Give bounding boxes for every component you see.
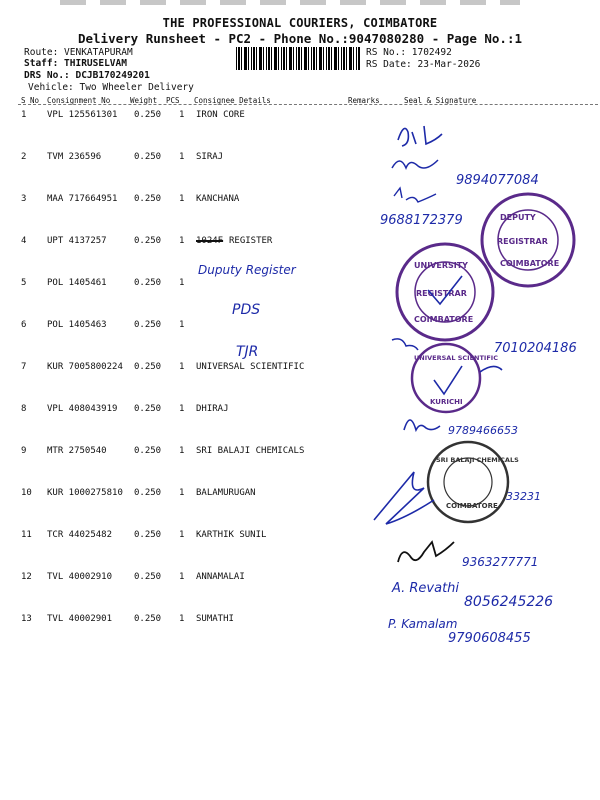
row-sno: 6 (21, 320, 27, 330)
row-pcs: 1 (179, 572, 185, 582)
col-pcs: PCS (166, 96, 180, 105)
signature-row-1 (398, 126, 442, 146)
row-sno: 13 (21, 614, 32, 624)
row-consignee: SRI BALAJI CHEMICALS (196, 446, 305, 456)
signature-row-6 (392, 339, 418, 350)
phone-row-6: 7010204186 (494, 341, 577, 356)
row-sno: 8 (21, 404, 27, 414)
row-sno: 2 (21, 152, 27, 162)
row-pcs: 1 (179, 446, 185, 456)
phone-row-13: 9790608455 (448, 631, 531, 646)
row-consignment: TCR 44025482 (47, 530, 113, 540)
stamp-word: KURICHI (430, 398, 463, 406)
signature-row-8 (404, 420, 440, 430)
row-consignment: VPL 125561301 (47, 110, 118, 120)
row-weight: 0.250 (134, 614, 162, 624)
phone-row-3: 9688172379 (380, 213, 463, 228)
row-weight: 0.250 (134, 152, 162, 162)
row-weight: 0.250 (134, 362, 162, 372)
row-consignee: SIRAJ (196, 152, 224, 162)
row-weight: 0.250 (134, 572, 162, 582)
universal-scientific-stamp (412, 344, 502, 412)
phone-row-11: 9363277771 (462, 555, 539, 569)
row-consignee: REGISTER (229, 236, 273, 246)
row-weight: 0.250 (134, 320, 162, 330)
signature-row-11 (398, 542, 454, 562)
row-consignment: KUR 1000275810 (47, 488, 123, 498)
row-consignment: VPL 408043919 (47, 404, 118, 414)
col-seal: Seal & Signature (404, 96, 477, 105)
drs-label: DRS No.: DCJB170249201 (24, 70, 150, 81)
row-consignee: UNIVERSAL SCIENTIFIC (196, 362, 305, 372)
university-stamp (397, 244, 493, 340)
row-weight: 0.250 (134, 278, 162, 288)
balaji-stamp-ring (428, 442, 508, 522)
row-weight: 0.250 (134, 236, 162, 246)
row-weight: 0.250 (134, 404, 162, 414)
row-pcs: 1 (179, 152, 185, 162)
company-title: THE PROFESSIONAL COURIERS, COIMBATORE (162, 16, 438, 30)
staff-label: Staff: THIRUSELVAM (24, 58, 127, 69)
stamp-word: DEPUTY (500, 213, 536, 222)
signature-row-3 (394, 188, 436, 202)
row-sno: 9 (21, 446, 27, 456)
col-consignee: Consignee Details (194, 96, 271, 105)
balaji-stamp-inner (444, 458, 492, 506)
col-consignment: Consignment No (47, 96, 111, 105)
row-sno: 7 (21, 362, 27, 372)
row-consignment: TVL 40002910 (47, 572, 113, 582)
vehicle-label: Vehicle: Two Wheeler Delivery (28, 82, 194, 93)
row-consignee: ANNAMALAI (196, 572, 245, 582)
row-sno: 3 (21, 194, 27, 204)
signature-row-13: P. Kamalam (388, 617, 458, 631)
stamp-word: REGISTRAR (497, 237, 548, 246)
row-consignment: POL 1405463 (47, 320, 107, 330)
phone-row-2: 9894077084 (456, 173, 539, 188)
row-consignee: KANCHANA (196, 194, 240, 204)
row-pcs: 1 (179, 614, 185, 624)
signature-row-12: A. Revathi (392, 581, 460, 596)
row-sno: 5 (21, 278, 27, 288)
row-consignment: TVM 236596 (47, 152, 102, 162)
row-weight: 0.250 (134, 488, 162, 498)
row-pcs: 1 (179, 404, 185, 414)
row-consignee: SUMATHI (196, 614, 234, 624)
stamp-word: REGISTRAR (416, 289, 467, 298)
row-sno: 12 (21, 572, 32, 582)
handwritten-deputy-register: Duputy Register (198, 263, 296, 277)
row-consignee: IRON CORE (196, 110, 245, 120)
row-consignee: DHIRAJ (196, 404, 229, 414)
row-consignment: MAA 717664951 (47, 194, 118, 204)
row-consignment: KUR 7005800224 (47, 362, 123, 372)
row-weight: 0.250 (134, 194, 162, 204)
registrar-stamp (482, 194, 574, 286)
col-remarks: Remarks (348, 96, 380, 105)
row-pcs: 1 (179, 488, 185, 498)
runsheet-subtitle: Delivery Runsheet - PC2 - Phone No.:9047080280 - Page No.:1 (77, 31, 522, 46)
row-weight: 0.250 (134, 530, 162, 540)
row-pcs: 1 (179, 110, 185, 120)
signature-row-7 (434, 366, 502, 394)
stamp-word: COIMBATORE (446, 502, 498, 510)
rs-number: RS No.: 1702492 (366, 47, 452, 58)
row-consignment: TVL 40002901 (47, 614, 113, 624)
row-consignee: BALAMURUGAN (196, 488, 256, 498)
row-pcs: 1 (179, 320, 185, 330)
phone-row-12: 8056245226 (464, 594, 554, 610)
stamp-word: UNIVERSITY (414, 261, 468, 270)
signature-row-2 (392, 160, 438, 168)
signature-row-9 (374, 472, 434, 524)
row-consignee: KARTHIK SUNIL (196, 530, 267, 540)
route-label: Route: VENKATAPURAM (24, 47, 133, 58)
row-sno: 10 (21, 488, 32, 498)
row-sno: 4 (21, 236, 27, 246)
stamp-word: SRI BALAJI CHEMICALS (436, 456, 519, 464)
handwritten-pds: PDS (232, 302, 261, 318)
phone-row-8: 9789466653 (448, 424, 518, 437)
row-pcs: 1 (179, 362, 185, 372)
stamp-word: COIMBATORE (500, 259, 560, 268)
row-sno: 1 (21, 110, 27, 120)
row-pcs: 1 (179, 236, 185, 246)
row-consignment: UPT 4137257 (47, 236, 107, 246)
row-pcs: 1 (179, 278, 185, 288)
col-weight: Weight (130, 96, 158, 105)
row-pcs: 1 (179, 194, 185, 204)
handwritten-tjr: TJR (236, 344, 259, 360)
row-consignee-struck: 1024F (196, 236, 224, 246)
col-sno: S No (21, 96, 40, 105)
row-consignment: MTR 2750540 (47, 446, 107, 456)
row-consignment: POL 1405461 (47, 278, 107, 288)
rs-date: RS Date: 23-Mar-2026 (366, 59, 481, 70)
stamp-word: COIMBATORE (414, 315, 474, 324)
row-weight: 0.250 (134, 110, 162, 120)
row-pcs: 1 (179, 530, 185, 540)
row-sno: 11 (21, 530, 32, 540)
balaji-stamp (428, 442, 519, 522)
row-weight: 0.250 (134, 446, 162, 456)
stamp-word: UNIVERSAL SCIENTIFIC (414, 354, 498, 362)
phone-row-10: 33231 (506, 490, 541, 503)
